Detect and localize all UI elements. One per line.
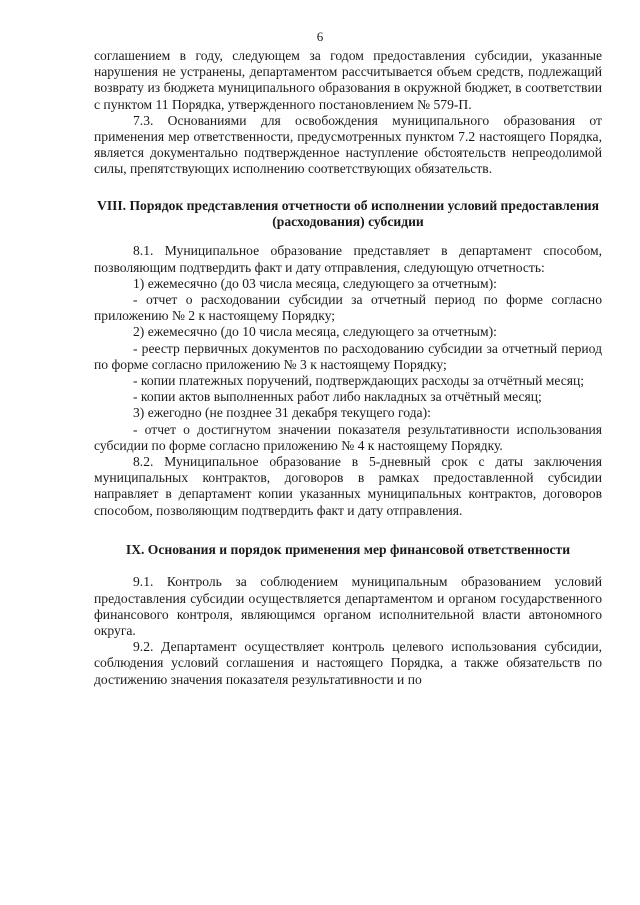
paragraph-7-3: 7.3. Основаниями для освобождения муниципального образования от применения мер ответственности, предусмотренных пунктом 7.2 настоящего Порядка, является документально подтвержденное наступление обстоятельств непреодолимой силы, препятствующих исполнению соответствующих обязательств. [94, 112, 602, 177]
paragraph-9-2: 9.2. Департамент осуществляет контроль целевого использования субсидии, соблюдения условий соглашения и настоящего Порядка, а также обязательств по достижению значения показателя результативности и по [94, 639, 602, 687]
list-item-2: 2) ежемесячно (до 10 числа месяца, следующего за отчетным): [133, 324, 497, 340]
page-number: 6 [316, 29, 324, 44]
paragraph-continuation: соглашением в году, следующем за годом предоставления субсидии, указанные нарушения не устранены, департаментом рассчитывается объем средств, подлежащий возврату из бюджета муниципального образования в окружной бюджет, в соответствии с пунктом 11 Порядка, утвержденного постановлением № 579-П. [94, 48, 602, 112]
list-item-report-expenditure: - отчет о расходовании субсидии за отчетный период по форме согласно приложению № 2 к настоящему Порядку; [94, 292, 602, 324]
list-item-payment-orders: - копии платежных поручений, подтверждающих расходы за отчётный месяц; [133, 373, 585, 389]
section-heading-viii: VIII. Порядок представления отчетности об исполнении условий предоставления (расходования) субсидии [97, 197, 599, 230]
paragraph-8-1: 8.1. Муниципальное образование представляет в департамент способом, позволяющим подтвердить факт и дату отправления, следующую отчетность: [94, 243, 602, 275]
document-body [94, 48, 602, 688]
list-item-acts: - копии актов выполненных работ либо накладных за отчётный месяц; [133, 389, 542, 405]
section-heading-ix: IX. Основания и порядок применения мер финансовой ответственности [125, 541, 571, 557]
list-item-1: 1) ежемесячно (до 03 числа месяца, следующего за отчетным): [133, 275, 497, 291]
list-item-performance-report: - отчет о достигнутом значении показателя результативности использования субсидии по форме согласно приложению № 4 к настоящему Порядку. [94, 421, 602, 453]
list-item-registry: - реестр первичных документов по расходованию субсидии за отчетный период по форме согласно приложению № 3 к настоящему Порядку; [94, 340, 602, 372]
list-item-3: 3) ежегодно (не позднее 31 декабря текущего года): [133, 405, 431, 421]
paragraph-9-1: 9.1. Контроль за соблюдением муниципальным образованием условий предоставления субсидии осуществляется департаментом и органом государственного финансового контроля, являющимся органом исполнительной власти автономного округа. [94, 574, 602, 638]
paragraph-8-2: 8.2. Муниципальное образование в 5-дневный срок с даты заключения муниципальных контрактов, договоров в рамках предоставленной субсидии направляет в департамент копии указанных муниципальных контрактов, договоров способом, позволяющим подтвердить факт и дату отправления. [94, 454, 602, 518]
